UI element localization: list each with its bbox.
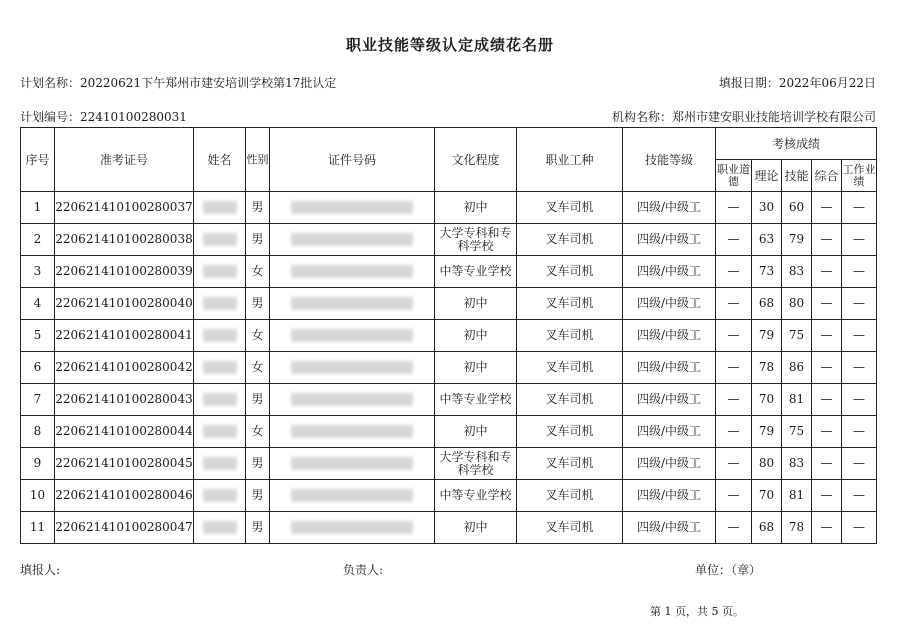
cell-gender: 男 <box>246 480 270 512</box>
responsible-label: 负责人: <box>343 563 384 577</box>
header-education: 文化程度 <box>435 128 517 192</box>
header-occupation: 职业工种 <box>517 128 623 192</box>
header-seq: 序号 <box>21 128 55 192</box>
table-row <box>21 224 877 256</box>
cell-seq: 3 <box>21 256 55 288</box>
header-ethics: 职业道德 <box>716 160 752 192</box>
cell-ticket: 220621410100280045 <box>55 448 194 480</box>
cell-ethics: — <box>716 448 752 480</box>
score-roster-table <box>20 127 877 544</box>
table-row <box>21 192 877 224</box>
cell-gender: 男 <box>246 512 270 544</box>
redacted-id-number <box>291 521 413 534</box>
cell-ticket: 220621410100280043 <box>55 384 194 416</box>
cell-occupation: 叉车司机 <box>517 192 623 224</box>
cell-theory: 68 <box>752 512 782 544</box>
cell-gender: 女 <box>246 320 270 352</box>
header-name: 姓名 <box>194 128 246 192</box>
header-id-number: 证件号码 <box>270 128 435 192</box>
redacted-name <box>203 329 237 342</box>
page-indicator: 第 1 页，共 5 页。 <box>650 605 744 618</box>
document-title: 职业技能等级认定成绩花名册 <box>345 36 554 54</box>
redacted-name <box>203 425 237 438</box>
header-gender: 性别 <box>246 128 270 192</box>
cell-work: — <box>842 416 877 448</box>
cell-overall: — <box>812 480 842 512</box>
cell-theory: 79 <box>752 320 782 352</box>
cell-theory: 70 <box>752 480 782 512</box>
cell-overall: — <box>812 256 842 288</box>
cell-ticket: 220621410100280041 <box>55 320 194 352</box>
cell-occupation: 叉车司机 <box>517 320 623 352</box>
cell-ticket: 220621410100280042 <box>55 352 194 384</box>
cell-skill: 83 <box>782 256 812 288</box>
cell-name <box>194 192 246 224</box>
cell-ethics: — <box>716 512 752 544</box>
header-work: 工作业绩 <box>842 160 877 192</box>
cell-seq: 11 <box>21 512 55 544</box>
cell-name <box>194 384 246 416</box>
cell-skill-level: 四级/中级工 <box>623 192 716 224</box>
redacted-id-number <box>291 361 413 374</box>
header-scores: 考核成绩 <box>716 128 877 160</box>
cell-name <box>194 480 246 512</box>
cell-work: — <box>842 192 877 224</box>
cell-skill: 75 <box>782 320 812 352</box>
cell-gender: 男 <box>246 288 270 320</box>
header-skill-level: 技能等级 <box>623 128 716 192</box>
cell-skill: 78 <box>782 512 812 544</box>
cell-theory: 79 <box>752 416 782 448</box>
cell-ethics: — <box>716 352 752 384</box>
cell-gender: 女 <box>246 352 270 384</box>
cell-occupation: 叉车司机 <box>517 448 623 480</box>
cell-skill: 79 <box>782 224 812 256</box>
cell-work: — <box>842 384 877 416</box>
cell-education: 初中 <box>435 320 517 352</box>
cell-occupation: 叉车司机 <box>517 384 623 416</box>
cell-ticket: 220621410100280044 <box>55 416 194 448</box>
cell-skill-level: 四级/中级工 <box>623 384 716 416</box>
redacted-id-number <box>291 329 413 342</box>
cell-work: — <box>842 352 877 384</box>
cell-education: 中等专业学校 <box>435 256 517 288</box>
redacted-name <box>203 489 237 502</box>
redacted-id-number <box>291 393 413 406</box>
cell-ethics: — <box>716 256 752 288</box>
cell-id-number <box>270 416 435 448</box>
cell-name <box>194 512 246 544</box>
cell-skill: 60 <box>782 192 812 224</box>
cell-education: 大学专科和专科学校 <box>435 448 517 480</box>
redacted-id-number <box>291 201 413 214</box>
cell-education: 初中 <box>435 192 517 224</box>
cell-skill: 83 <box>782 448 812 480</box>
cell-id-number <box>270 288 435 320</box>
cell-ticket: 220621410100280040 <box>55 288 194 320</box>
cell-skill: 81 <box>782 384 812 416</box>
cell-name <box>194 224 246 256</box>
table-row <box>21 448 877 480</box>
cell-ticket: 220621410100280038 <box>55 224 194 256</box>
cell-gender: 男 <box>246 192 270 224</box>
cell-skill-level: 四级/中级工 <box>623 320 716 352</box>
cell-ethics: — <box>716 288 752 320</box>
cell-name <box>194 288 246 320</box>
redacted-name <box>203 233 237 246</box>
cell-name <box>194 352 246 384</box>
cell-ticket: 220621410100280047 <box>55 512 194 544</box>
table-row <box>21 352 877 384</box>
cell-gender: 女 <box>246 256 270 288</box>
cell-id-number <box>270 256 435 288</box>
cell-education: 中等专业学校 <box>435 480 517 512</box>
cell-occupation: 叉车司机 <box>517 512 623 544</box>
cell-skill: 80 <box>782 288 812 320</box>
cell-id-number <box>270 224 435 256</box>
cell-skill-level: 四级/中级工 <box>623 448 716 480</box>
cell-education: 初中 <box>435 288 517 320</box>
redacted-name <box>203 393 237 406</box>
cell-ticket: 220621410100280039 <box>55 256 194 288</box>
cell-overall: — <box>812 352 842 384</box>
cell-ethics: — <box>716 320 752 352</box>
cell-skill-level: 四级/中级工 <box>623 288 716 320</box>
cell-overall: — <box>812 320 842 352</box>
cell-skill-level: 四级/中级工 <box>623 224 716 256</box>
roster-body <box>21 192 877 544</box>
table-row <box>21 480 877 512</box>
cell-education: 初中 <box>435 416 517 448</box>
cell-id-number <box>270 480 435 512</box>
cell-occupation: 叉车司机 <box>517 416 623 448</box>
header-ticket: 准考证号 <box>55 128 194 192</box>
table-row <box>21 288 877 320</box>
cell-theory: 70 <box>752 384 782 416</box>
cell-ethics: — <box>716 192 752 224</box>
redacted-name <box>203 521 237 534</box>
report-date: 填报日期：2022年06月22日 <box>718 76 876 90</box>
cell-work: — <box>842 512 877 544</box>
cell-seq: 9 <box>21 448 55 480</box>
unit-label: 单位：（章） <box>695 563 762 577</box>
cell-occupation: 叉车司机 <box>517 256 623 288</box>
redacted-name <box>203 297 237 310</box>
cell-skill-level: 四级/中级工 <box>623 416 716 448</box>
redacted-name <box>203 457 237 470</box>
cell-work: — <box>842 256 877 288</box>
cell-ethics: — <box>716 416 752 448</box>
cell-ticket: 220621410100280046 <box>55 480 194 512</box>
cell-skill: 86 <box>782 352 812 384</box>
redacted-id-number <box>291 297 413 310</box>
filler-label: 填报人: <box>20 563 61 577</box>
cell-id-number <box>270 448 435 480</box>
cell-occupation: 叉车司机 <box>517 480 623 512</box>
cell-overall: — <box>812 192 842 224</box>
cell-seq: 10 <box>21 480 55 512</box>
table-row <box>21 320 877 352</box>
redacted-name <box>203 361 237 374</box>
redacted-name <box>203 265 237 278</box>
cell-theory: 73 <box>752 256 782 288</box>
cell-seq: 6 <box>21 352 55 384</box>
cell-work: — <box>842 320 877 352</box>
table-row <box>21 416 877 448</box>
cell-theory: 30 <box>752 192 782 224</box>
cell-ethics: — <box>716 480 752 512</box>
table-row <box>21 256 877 288</box>
cell-seq: 2 <box>21 224 55 256</box>
cell-work: — <box>842 224 877 256</box>
redacted-id-number <box>291 425 413 438</box>
cell-occupation: 叉车司机 <box>517 288 623 320</box>
cell-ticket: 220621410100280037 <box>55 192 194 224</box>
cell-ethics: — <box>716 224 752 256</box>
cell-overall: — <box>812 224 842 256</box>
cell-gender: 女 <box>246 416 270 448</box>
cell-gender: 男 <box>246 384 270 416</box>
cell-work: — <box>842 288 877 320</box>
cell-overall: — <box>812 512 842 544</box>
cell-work: — <box>842 448 877 480</box>
cell-theory: 80 <box>752 448 782 480</box>
redacted-name <box>203 201 237 214</box>
cell-id-number <box>270 320 435 352</box>
cell-id-number <box>270 512 435 544</box>
redacted-id-number <box>291 489 413 502</box>
cell-education: 中等专业学校 <box>435 384 517 416</box>
cell-theory: 68 <box>752 288 782 320</box>
cell-seq: 4 <box>21 288 55 320</box>
cell-work: — <box>842 480 877 512</box>
cell-skill-level: 四级/中级工 <box>623 352 716 384</box>
redacted-id-number <box>291 457 413 470</box>
cell-seq: 8 <box>21 416 55 448</box>
cell-name <box>194 416 246 448</box>
cell-overall: — <box>812 448 842 480</box>
header-overall: 综合 <box>812 160 842 192</box>
cell-occupation: 叉车司机 <box>517 352 623 384</box>
cell-theory: 63 <box>752 224 782 256</box>
cell-skill-level: 四级/中级工 <box>623 480 716 512</box>
plan-name: 计划名称：20220621下午郑州市建安培训学校第17批认定 <box>20 76 337 90</box>
cell-occupation: 叉车司机 <box>517 224 623 256</box>
cell-education: 大学专科和专科学校 <box>435 224 517 256</box>
table-row <box>21 512 877 544</box>
redacted-id-number <box>291 265 413 278</box>
cell-name <box>194 320 246 352</box>
cell-ethics: — <box>716 384 752 416</box>
cell-education: 初中 <box>435 352 517 384</box>
cell-name <box>194 448 246 480</box>
cell-id-number <box>270 352 435 384</box>
cell-name <box>194 256 246 288</box>
cell-overall: — <box>812 416 842 448</box>
cell-seq: 7 <box>21 384 55 416</box>
cell-skill-level: 四级/中级工 <box>623 256 716 288</box>
redacted-id-number <box>291 233 413 246</box>
cell-skill-level: 四级/中级工 <box>623 512 716 544</box>
cell-seq: 1 <box>21 192 55 224</box>
cell-education: 初中 <box>435 512 517 544</box>
cell-skill: 75 <box>782 416 812 448</box>
header-theory: 理论 <box>752 160 782 192</box>
cell-seq: 5 <box>21 320 55 352</box>
organization-name: 机构名称：郑州市建安职业技能培训学校有限公司 <box>611 110 876 124</box>
plan-number: 计划编号：22410100280031 <box>20 110 187 124</box>
cell-gender: 男 <box>246 448 270 480</box>
header-skill: 技能 <box>782 160 812 192</box>
cell-theory: 78 <box>752 352 782 384</box>
cell-id-number <box>270 384 435 416</box>
cell-gender: 男 <box>246 224 270 256</box>
cell-overall: — <box>812 288 842 320</box>
table-row <box>21 384 877 416</box>
cell-id-number <box>270 192 435 224</box>
cell-overall: — <box>812 384 842 416</box>
cell-skill: 81 <box>782 480 812 512</box>
